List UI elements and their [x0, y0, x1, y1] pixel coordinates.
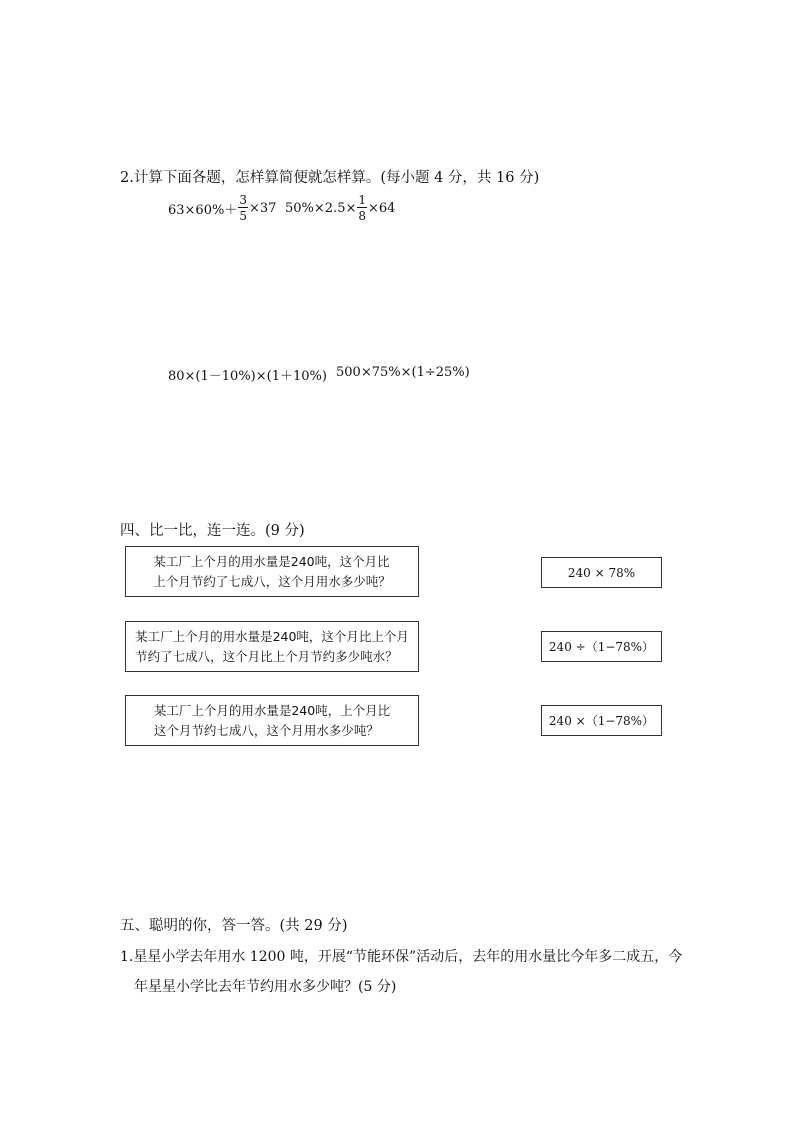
problem-line: 某工厂上个月的用水量是240吨，这个月比	[153, 553, 390, 569]
fraction-denominator: 8	[358, 209, 366, 223]
problem-box-text	[153, 552, 391, 592]
problem-box-1[interactable]	[125, 546, 419, 597]
fraction-denominator: 5	[239, 209, 247, 223]
expression-3: 80×(1－10%)×(1＋10%)	[168, 369, 327, 384]
answer-box-2[interactable]: 240 ÷（1−78%）	[541, 631, 662, 662]
problem-line: 上个月节约了七成八，这个月用水多少吨？	[153, 573, 391, 589]
problem-box-text	[135, 627, 409, 667]
fraction-numerator: 1	[358, 193, 366, 207]
expression-2-part-a: 50%×2.5×	[285, 200, 357, 216]
question-5-1-line-1: 1.星星小学去年用水 1200 吨，开展“节能环保”活动后，去年的用水量比今年多二成五，今	[120, 949, 683, 965]
expression-2	[285, 194, 395, 222]
problem-box-text	[154, 701, 390, 741]
problem-line: 某工厂上个月的用水量是240吨，这个月比上个月	[135, 628, 409, 644]
expression-2-part-b: ×64	[368, 200, 396, 216]
answer-box-1[interactable]: 240 × 78%	[541, 557, 662, 588]
fraction-three-fifths	[238, 194, 248, 222]
problem-box-2[interactable]	[125, 621, 419, 672]
section-4-title: 四、比一比，连一连。(9 分)	[120, 523, 305, 539]
section-5-title: 五、聪明的你，答一答。(共 29 分)	[120, 918, 348, 934]
expression-1	[168, 194, 276, 222]
expression-4: 500×75%×(1÷25%)	[336, 365, 470, 380]
expression-1-part-b: ×37	[248, 200, 277, 216]
expression-1-part-a: 63×60%＋	[168, 202, 238, 218]
problem-line: 某工厂上个月的用水量是240吨，上个月比	[153, 702, 391, 718]
fraction-numerator: 3	[239, 193, 247, 207]
question-2-title: 2.计算下面各题，怎样算简便就怎样算。(每小题 4 分，共 16 分)	[120, 170, 540, 186]
problem-line: 节约了七成八，这个月比上个月节约多少吨水？	[135, 648, 398, 664]
problem-line: 这个月节约七成八，这个月用水多少吨？	[153, 722, 379, 738]
problem-box-3[interactable]	[125, 695, 419, 746]
fraction-one-eighth	[357, 194, 367, 222]
answer-box-3[interactable]: 240 ×（1−78%）	[541, 705, 662, 736]
question-5-1-line-2: 年星星小学比去年节约用水多少吨？(5 分)	[134, 979, 397, 995]
